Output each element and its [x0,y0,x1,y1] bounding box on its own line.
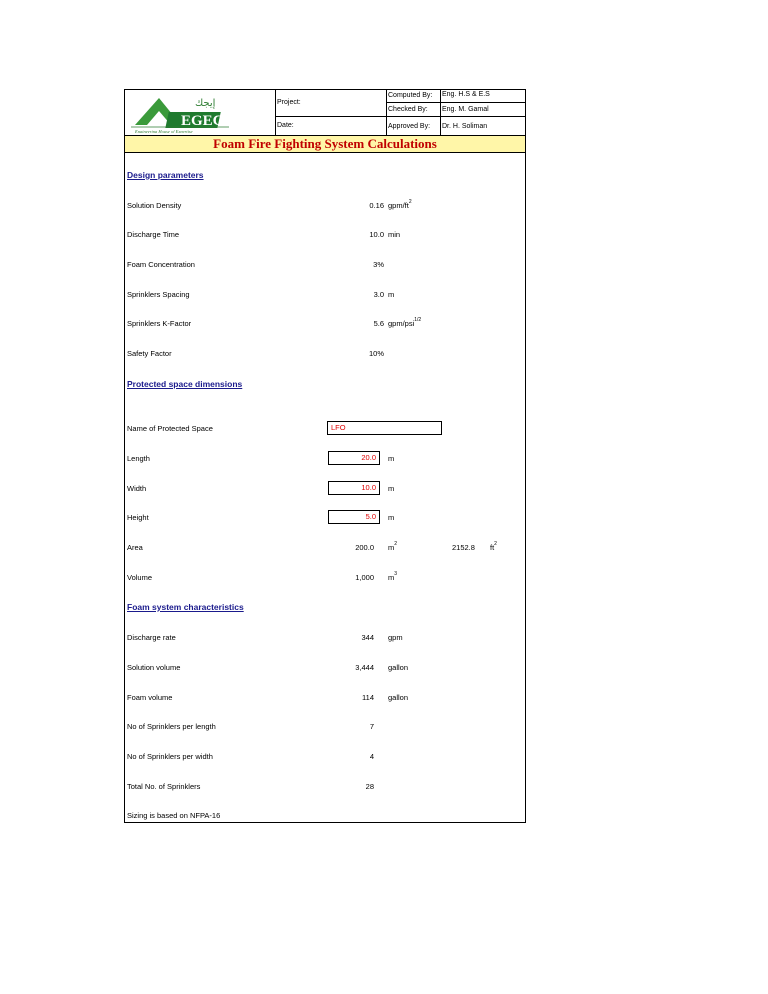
k-factor-unit: gpm/psi$^{1/2}$ [388,317,422,328]
length-label: Length [127,454,150,463]
discharge-rate-value: 344 [361,633,374,642]
footer-note: Sizing is based on NFPA-16 [127,811,221,820]
area-ft-unit: $ft^2$ [490,541,497,552]
sprinklers-width-label: No of Sprinklers per width [127,752,213,761]
approved-by-value: Dr. H. Soliman [442,123,488,130]
logo-wordmark: EGEC [181,113,224,129]
area-value: 200.0 [355,543,374,552]
header-divider [275,116,525,117]
width-unit: m [388,484,395,493]
discharge-time-value: 10.0 [369,230,384,239]
width-input[interactable]: 10.0 [328,481,380,495]
header-divider [440,90,441,135]
area-unit: $m^2$ [388,541,398,552]
discharge-rate-unit: gpm [388,633,403,642]
solution-volume-label: Solution volume [127,663,181,672]
computed-by-value: Eng. H.S & E.S [442,91,490,98]
total-sprinklers-value: 28 [365,782,374,791]
checked-by-value: Eng. M. Gamal [442,106,489,113]
company-logo [129,92,275,133]
sprinklers-spacing-label: Sprinklers Spacing [127,290,190,299]
space-name-label: Name of Protected Space [127,424,213,433]
safety-factor-label: Safety Factor [127,349,172,358]
area-ft-value: 2152.8 [452,543,475,552]
space-name-input[interactable]: LFO [327,421,442,435]
sprinklers-length-label: No of Sprinklers per length [127,722,216,731]
project-label: Project: [277,99,301,106]
logo-arabic: إيجك [195,98,216,109]
solution-volume-unit: gallon [388,663,409,672]
height-label: Height [127,513,149,522]
header-divider [275,90,276,135]
protected-space-heading: Protected space dimensions [127,379,243,389]
height-input[interactable]: 5.0 [328,510,380,524]
date-label: Date: [277,122,294,129]
solution-density-label: Solution Density [127,201,182,210]
sprinklers-spacing-value: 3.0 [373,290,384,299]
volume-label: Volume [127,573,153,582]
length-input[interactable]: 20.0 [328,451,380,465]
area-label: Area [127,543,143,552]
safety-factor-value: 10% [368,349,384,358]
volume-value: 1,000 [355,573,374,582]
length-unit: m [388,454,395,463]
design-parameters-heading: Design parameters [127,170,204,180]
volume-unit: $m^3$ [388,571,398,582]
approved-by-label: Approved By: [388,123,431,130]
height-unit: m [388,513,395,522]
foam-volume-value: 114 [362,693,374,702]
discharge-time-unit: min [388,230,401,239]
foam-concentration-value: 3% [373,260,384,269]
foam-system-heading: Foam system characteristics [127,602,244,612]
k-factor-label: Sprinklers K-Factor [127,319,192,328]
header-divider [386,90,387,135]
width-label: Width [127,484,147,493]
sprinklers-spacing-unit: m [388,290,395,299]
sprinklers-length-value: 7 [369,722,374,731]
logo-tagline: Engineering House of Expertise [135,129,193,133]
k-factor-value: 5.6 [373,319,384,328]
total-sprinklers-label: Total No. of Sprinklers [127,782,201,791]
calculation-sheet [124,89,526,823]
sprinklers-width-value: 4 [369,752,374,761]
header-divider [386,102,525,103]
solution-density-unit: gpm/$ft^2$ [388,199,412,210]
computed-by-label: Computed By: [388,92,433,99]
solution-density-value: 0.16 [369,201,384,210]
solution-volume-value: 3,444 [355,663,374,672]
sheet-title: Foam Fire Fighting System Calculations [125,135,525,153]
foam-concentration-label: Foam Concentration [127,260,195,269]
checked-by-label: Checked By: [388,106,428,113]
discharge-rate-label: Discharge rate [127,633,176,642]
discharge-time-label: Discharge Time [127,230,180,239]
foam-volume-unit: gallon [388,693,409,702]
foam-volume-label: Foam volume [127,693,173,702]
